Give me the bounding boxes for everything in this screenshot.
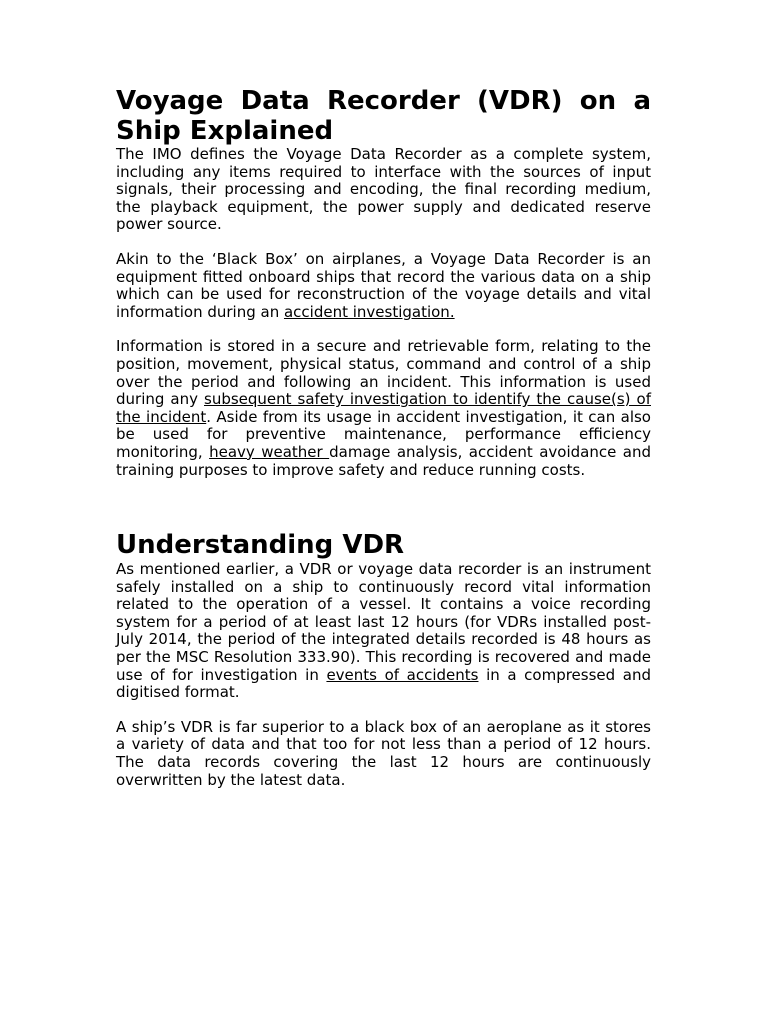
accident-investigation-link[interactable]: accident investigation.	[283, 302, 455, 321]
information-paragraph	[116, 338, 651, 479]
paragraph-text: . Aside from its usage in accident investigation, it can also be used for preventive maintenance, performance efficiency monitoring,	[116, 407, 651, 461]
safety-investigation-link[interactable]: subsequent safety investigation to identify the cause(s) of the incident	[116, 390, 651, 426]
vdr-description-paragraph	[116, 561, 651, 702]
section-heading-understanding-vdr: Understanding VDR	[116, 530, 405, 561]
article-title: Voyage Data Recorder (VDR) on a Ship Explained	[116, 86, 651, 146]
paragraph-text: Akin to the ‘Black Box’ on airplanes, a Voyage Data Recorder is an equipment fitted onboard ships that record the various data on a ship which can be used for reconstruction of the voyage details and vital information during an	[116, 249, 651, 321]
paragraph-text: damage analysis, accident avoidance and training purposes to improve safety and reduce running costs.	[116, 442, 651, 479]
document-page	[116, 84, 651, 789]
vdr-comparison-paragraph	[116, 719, 651, 789]
paragraph-text: As mentioned earlier, a VDR or voyage data recorder is an instrument safely installed on a ship to continuously record vital information related to the operation of a vessel. It contains a voice recording system for a period of at least last 12 hours (for VDRs installed post-July 2014, the period of the integrated details recorded is 48 hours as per the MSC Resolution 333.90). This recording is recovered and made use of for investigation in	[116, 560, 651, 684]
intro-paragraph	[116, 146, 651, 234]
paragraph-text: A ship’s VDR is far superior to a black box of an aeroplane as it stores a variety of data and that too for not less than a period of 12 hours. The data records covering the last 12 hours are continuously overwritten by the latest data.	[116, 717, 651, 789]
paragraph-text: Information is stored in a secure and retrievable form, relating to the position, movement, physical status, command and control of a ship over the period and following an incident. This information is used during any	[116, 337, 651, 409]
black-box-paragraph	[116, 251, 651, 321]
paragraph-text: in a compressed and digitised format.	[116, 665, 651, 702]
events-of-accidents-link[interactable]: events of accidents	[326, 665, 479, 684]
heavy-weather-link[interactable]: heavy weather	[209, 442, 330, 461]
paragraph-text: The IMO defines the Voyage Data Recorder as a complete system, including any items required to interface with the sources of input signals, their processing and encoding, the final recording medium, the playback equipment, the power supply and dedicated reserve power source.	[116, 145, 651, 234]
